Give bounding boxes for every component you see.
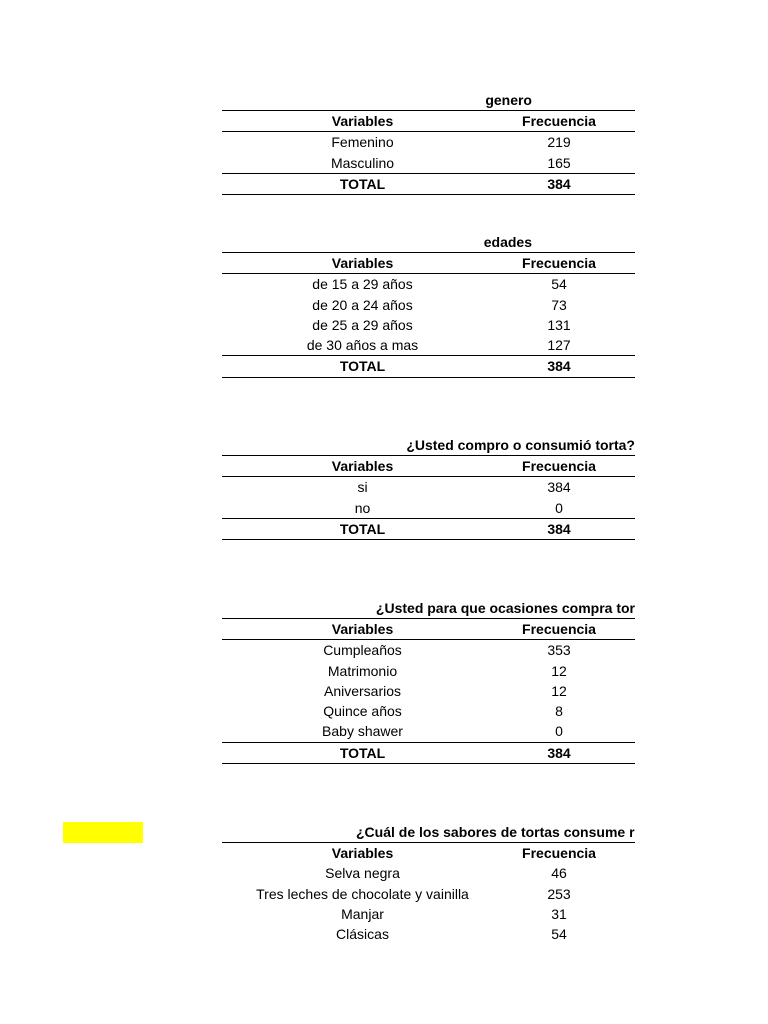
cell-frecuencia: 131 — [547, 316, 571, 333]
total-label: TOTAL — [339, 175, 386, 192]
column-header-variables: Variables — [331, 255, 394, 271]
cell-frecuencia: 54 — [551, 926, 567, 943]
cell-variable: Selva negra — [325, 865, 400, 882]
total-label: TOTAL — [339, 744, 386, 761]
cell-variable: de 20 a 24 años — [312, 296, 413, 313]
cell-variable: Aniversarios — [323, 682, 402, 699]
table-row — [222, 884, 635, 904]
table-row — [222, 132, 635, 152]
total-value: 384 — [547, 175, 571, 192]
cell-frecuencia: 54 — [551, 276, 567, 293]
column-header-variables: Variables — [331, 621, 394, 637]
cell-frecuencia: 8 — [555, 703, 563, 720]
table-row — [222, 274, 635, 294]
table-header-row — [222, 110, 635, 132]
cell-variable: si — [357, 479, 368, 496]
table-row — [222, 661, 635, 681]
total-row — [222, 518, 635, 540]
column-header-frecuencia: Frecuencia — [522, 255, 596, 271]
table-row — [222, 904, 635, 924]
table-edades — [222, 232, 635, 378]
cell-frecuencia: 0 — [555, 723, 563, 740]
cell-variable: Manjar — [341, 905, 384, 922]
table-row — [222, 477, 635, 497]
table-row — [222, 498, 635, 518]
total-row — [222, 742, 635, 764]
cell-frecuencia: 127 — [547, 337, 571, 354]
cell-frecuencia: 165 — [547, 154, 571, 171]
table-genero — [222, 90, 635, 195]
table-row — [222, 640, 635, 660]
table-row — [222, 721, 635, 741]
table-title: ¿Usted compro o consumió torta? — [406, 437, 635, 453]
cell-frecuencia: 12 — [551, 662, 567, 679]
cell-frecuencia: 46 — [551, 865, 567, 882]
cell-frecuencia: 31 — [551, 905, 567, 922]
column-header-frecuencia: Frecuencia — [522, 845, 596, 861]
column-header-variables: Variables — [331, 113, 394, 129]
table-consumo-torta — [222, 435, 635, 540]
table-header-row — [222, 618, 635, 640]
cell-frecuencia: 384 — [547, 479, 571, 496]
table-header-row — [222, 252, 635, 274]
cell-variable: no — [354, 499, 371, 516]
total-label: TOTAL — [339, 358, 386, 375]
column-header-frecuencia: Frecuencia — [522, 621, 596, 637]
column-header-variables: Variables — [331, 458, 394, 474]
cell-frecuencia: 0 — [555, 499, 563, 516]
total-value: 384 — [547, 358, 571, 375]
table-header-row — [222, 842, 635, 863]
column-header-variables: Variables — [331, 845, 394, 861]
total-label: TOTAL — [339, 520, 386, 537]
cell-variable: Clásicas — [336, 926, 389, 943]
cell-frecuencia: 219 — [547, 134, 571, 151]
total-row — [222, 173, 635, 195]
cell-frecuencia: 353 — [547, 642, 571, 659]
table-row — [222, 315, 635, 335]
table-row — [222, 153, 635, 173]
cell-variable: de 30 años a mas — [306, 337, 419, 354]
column-header-frecuencia: Frecuencia — [522, 113, 596, 129]
table-title: genero — [485, 92, 532, 108]
table-ocasiones — [222, 598, 635, 764]
cell-variable: Baby shawer — [322, 723, 403, 740]
cell-variable: Masculino — [330, 154, 395, 171]
table-sabores — [222, 822, 635, 944]
total-value: 384 — [547, 520, 571, 537]
cell-variable: Matrimonio — [327, 662, 398, 679]
cell-variable: de 25 a 29 años — [312, 316, 413, 333]
table-row — [222, 924, 635, 944]
table-header-row — [222, 455, 635, 477]
cell-variable: Femenino — [331, 134, 394, 151]
table-title: ¿Usted para que ocasiones compra tor — [375, 600, 635, 616]
table-row — [222, 335, 635, 355]
cell-variable: Cumpleaños — [323, 642, 402, 659]
cell-frecuencia: 253 — [547, 885, 571, 902]
table-row — [222, 863, 635, 883]
cell-frecuencia: 12 — [551, 682, 567, 699]
cell-variable: Quince años — [323, 703, 402, 720]
column-header-frecuencia: Frecuencia — [522, 458, 596, 474]
total-value: 384 — [547, 744, 571, 761]
total-row — [222, 355, 635, 377]
table-title: ¿Cuál de los sabores de tortas consume r — [356, 824, 635, 840]
table-row — [222, 295, 635, 315]
highlighted-cell[interactable] — [63, 822, 143, 843]
cell-variable: de 15 a 29 años — [312, 276, 413, 293]
table-title: edades — [483, 234, 532, 250]
cell-variable: Tres leches de chocolate y vainilla — [256, 885, 469, 902]
table-row — [222, 701, 635, 721]
cell-frecuencia: 73 — [551, 296, 567, 313]
table-row — [222, 681, 635, 701]
